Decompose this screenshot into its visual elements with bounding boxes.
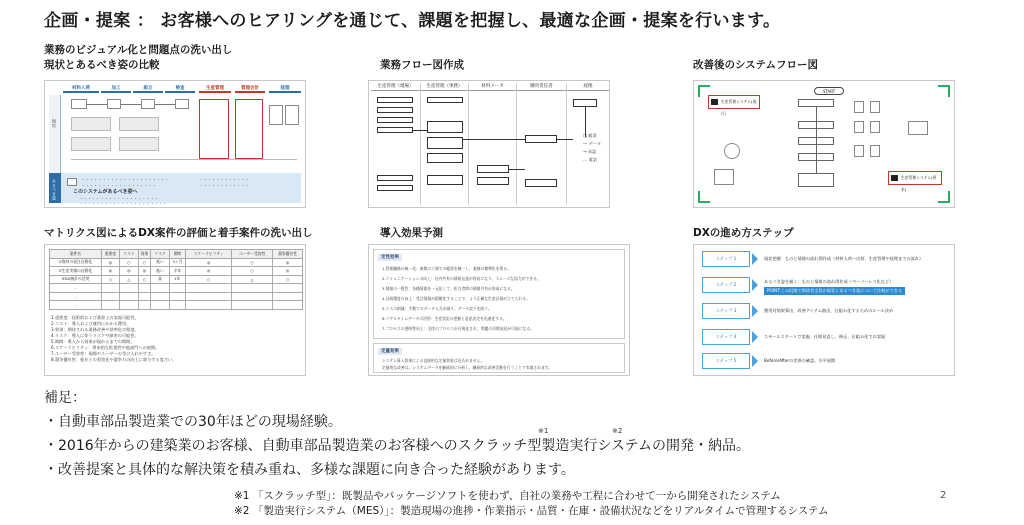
table-cell: ○ xyxy=(120,258,138,267)
panel-caption-1 xyxy=(44,43,232,73)
flow-box xyxy=(377,117,413,123)
table-row xyxy=(50,258,303,267)
table-cell: ○ xyxy=(138,258,151,267)
table-cell: ①資材の発注自動化 xyxy=(50,258,102,267)
header-cell: 材料入荷 xyxy=(63,85,99,93)
quantitative-box xyxy=(373,343,625,373)
table-cell: ◎ xyxy=(273,258,303,267)
header-cell: 組立 xyxy=(133,85,163,93)
step-5-text: Before/Afterの差異の確認、水平展開 xyxy=(764,358,836,363)
pc-icon xyxy=(67,178,77,186)
header-cell: 加工 xyxy=(101,85,131,93)
flow-line xyxy=(509,169,525,170)
header-cell: 検査 xyxy=(165,85,195,93)
table-header: リスク xyxy=(151,250,169,259)
flow-box xyxy=(525,135,557,143)
flow-icon xyxy=(175,99,189,109)
table-header: 重要度 xyxy=(101,250,119,259)
flow-line xyxy=(463,139,525,140)
note-line: ・2016年からの建築業のお客様、自動車部品製造業のお客様へのスクラッチ型製造実行システムの開発・納品。 xyxy=(44,438,750,454)
pc-icon xyxy=(711,99,718,105)
header-cell: 管理会計 xyxy=(235,85,265,93)
table-header: 効果 xyxy=(138,250,151,259)
effect-line: 3.情報の一覧性：各種情報を一元化して、担当者間の情報共有が容易になる。 xyxy=(382,286,515,291)
table-cell: ②生産実績の自動化 xyxy=(50,267,102,276)
swimlane xyxy=(469,83,517,205)
table-cell: 低い xyxy=(151,267,169,276)
table-row xyxy=(50,267,303,276)
flow-line xyxy=(155,104,175,105)
pc-icon xyxy=(891,175,898,181)
legend-item: ― データ xyxy=(583,141,602,146)
table-cell: ◎ xyxy=(120,267,138,276)
effect-line: 6.リアルタイムデータの活用：生産状況の把握と意思決定を迅速化する。 xyxy=(382,316,507,321)
note-box xyxy=(119,137,159,151)
box-label: 生産管理システム(将来) xyxy=(901,175,937,192)
thumb-dx-steps xyxy=(693,244,955,376)
evaluation-matrix xyxy=(49,249,303,310)
effect-line: システム導入効果による直接的な定量効果は見込めません。 xyxy=(382,358,485,363)
table-header: 期間 xyxy=(169,250,185,259)
arrow-icon xyxy=(752,279,758,291)
db-icon xyxy=(870,101,880,113)
legend-item: … 電話 xyxy=(583,157,597,162)
panel-caption-3: 改善後のシステムフロー図 xyxy=(693,59,818,71)
bullet-line: ・・・・・・・・・・・・・・・・・・・・・ xyxy=(81,177,169,182)
effect-line: 7.プロセスの透明性向上：全体のプロセスが可視化され、問題の早期発見が可能になる。 xyxy=(382,326,534,331)
note-box xyxy=(71,137,111,151)
bullet-line: ・・・・・・・・・・・・・・・・・・ xyxy=(81,183,157,188)
flow-box xyxy=(573,99,597,107)
flow-box xyxy=(377,175,413,181)
footnote-marker-2: ※2 xyxy=(612,427,623,435)
step-5-box: ステップ 5 xyxy=(702,353,750,369)
table-row xyxy=(50,275,303,284)
table-cell: ◎ xyxy=(138,267,151,276)
bullet-line: ・・・・・・・・・・・・・・・・・・・・・ xyxy=(79,201,167,206)
lane-header: 購買責任者 xyxy=(517,83,566,91)
panel-caption-6: DXの進め方ステップ xyxy=(693,227,794,239)
step-4-box: ステップ 4 xyxy=(702,329,750,345)
side-label-as-is xyxy=(49,95,61,173)
to-be-title: このシステムがあるべき姿へ xyxy=(73,189,138,195)
bullet-line: ・・・・・・・・・・・・ xyxy=(199,177,250,182)
flow-icon xyxy=(107,99,121,109)
table-cell: 半年 xyxy=(169,267,185,276)
thumb-as-is-to-be xyxy=(44,80,306,208)
page-number: 2 xyxy=(940,490,947,501)
notes-heading: 補足： xyxy=(44,390,86,406)
quantitative-tag: 定量効果 xyxy=(378,348,402,355)
note-line: 6.スケーラビリティ：将来的な拡張性や他部門への展開。 xyxy=(51,345,160,350)
footnote-2: ※2 「製造実行システム（MES）」：製造現場の進捗・作業指示・品質・在庫・設備状況などをリアルタイムで管理するシステム xyxy=(234,505,829,517)
note-line: 2.コスト：導入および運用にかかる費用。 xyxy=(51,321,131,326)
qualitative-box xyxy=(373,249,625,339)
effect-line: 2.コミュニケーションの向上：社内共有の情報伝達が容易になり、スムーズな協力ができる。 xyxy=(382,276,541,281)
table-cell: ◎ xyxy=(101,267,119,276)
note-box xyxy=(71,117,111,131)
table-cell: 低い xyxy=(151,258,169,267)
matrix-notes xyxy=(51,315,176,363)
flow-line xyxy=(816,107,817,173)
caption-line: 業務のビジュアル化と問題点の洗い出し xyxy=(44,44,233,56)
db-icon xyxy=(870,121,880,133)
flow-line xyxy=(557,139,573,140)
flow-box xyxy=(477,177,509,185)
db-icon xyxy=(854,121,864,133)
problem-box xyxy=(199,99,229,159)
flow-box xyxy=(427,121,463,133)
table-header: コスト xyxy=(120,250,138,259)
effect-line: 定量的な改善は、システムデータを継続的に分析し、継続的な改善活動を行うことで実現されます。 xyxy=(382,365,553,370)
step-4-text: スモールスタートで実施、仕様見直し、修正、仕組み化での実現 xyxy=(764,334,886,339)
note-line: 3.効果：期待される業務改善や効率化の程度。 xyxy=(51,327,139,332)
legend-item: → 承認 xyxy=(583,149,597,154)
table-cell: ◎ xyxy=(186,267,232,276)
robot-icon xyxy=(724,143,740,159)
flow-box xyxy=(798,173,834,187)
table-header: スケーラビリティ xyxy=(186,250,232,259)
frame-corner xyxy=(938,191,950,203)
supplement-notes xyxy=(44,386,750,482)
frame-corner xyxy=(938,85,950,97)
flow-box xyxy=(377,97,413,103)
table-cell: ○ xyxy=(273,275,303,284)
lane-header: 生産管理（事務） xyxy=(421,83,468,91)
db-icon xyxy=(870,145,880,157)
note-line: ・自動車部品製造業での30年ほどの現場経験。 xyxy=(44,414,342,430)
table-cell: 1年 xyxy=(169,275,185,284)
problem-box xyxy=(235,99,263,159)
divider xyxy=(71,159,297,160)
frame-corner xyxy=(698,191,710,203)
flow-icon xyxy=(71,99,87,109)
table-cell: △ xyxy=(232,275,273,284)
lane-header: 経理 xyxy=(567,83,609,91)
caption-line: 現状とあるべき姿の比較 xyxy=(44,59,160,71)
future-system-box xyxy=(888,171,942,192)
footnote-1: ※1 「スクラッチ型」：既製品やパッケージソフトを使わず、自社の業務や工程に合わせて一から開発されたシステム xyxy=(234,490,781,502)
table-header-row xyxy=(50,250,303,259)
table-cell: ○ xyxy=(101,275,119,284)
table-header: 案件名 xyxy=(50,250,102,259)
arrow-icon xyxy=(752,305,758,317)
table-row: - xyxy=(50,292,303,301)
header-cell: 経理 xyxy=(269,85,301,93)
note-line: 8.競争優位性：他社との差別化や競争力の向上に寄与する度合い。 xyxy=(51,357,177,362)
as-is-area xyxy=(49,85,301,173)
flow-line xyxy=(87,104,107,105)
table-cell: ◎ xyxy=(101,258,119,267)
table-cell: ○ xyxy=(186,275,232,284)
arrow-icon xyxy=(752,253,758,265)
panel-caption-4: マトリクス図によるDX案件の評価と着手案件の洗い出し xyxy=(44,227,313,239)
flow-box xyxy=(477,165,509,173)
table-row: - xyxy=(50,284,303,293)
thumb-effect-forecast xyxy=(368,244,630,376)
flow-box xyxy=(427,175,463,185)
qualitative-tag: 定性効果 xyxy=(378,254,402,261)
flow-box xyxy=(798,99,834,107)
effect-line: 5.ミスの削減：手動でのデータ入力が減り、データ誤りを防ぐ。 xyxy=(382,306,492,311)
note-line: 1.重要度：技術的および業界上の実現可能性。 xyxy=(51,315,139,320)
table-cell: △ xyxy=(120,275,138,284)
step-2-box: ステップ 2 xyxy=(702,277,750,293)
bullet-line: ・・・・・・・・・・・・・・・・・・・ xyxy=(79,196,159,201)
bullet-line: ・・・・・・・・・・・・ xyxy=(199,183,250,188)
flow-line xyxy=(413,130,427,131)
table-cell: ◎ xyxy=(273,267,303,276)
flow-box xyxy=(377,107,413,113)
effect-line: 4.計画精度の向上：受注情報が精緻化することで、より正確な生産計画が立てられる。 xyxy=(382,296,530,301)
flow-icon xyxy=(141,99,155,109)
robot-icon xyxy=(908,121,928,135)
robot-icon xyxy=(714,169,734,185)
table-cell: 3ヶ月 xyxy=(169,258,185,267)
table-header: 競争優位性 xyxy=(273,250,303,259)
footnote-marker-1: ※1 xyxy=(538,427,549,435)
thumb-system-flow xyxy=(693,80,955,208)
note-line: ・改善提案と具体的な解決策を積み重ね、多様な課題に向き合った経験があります。 xyxy=(44,462,575,478)
note-line: 7.ユーザー受容性：現場やユーザーの受け入れやすさ。 xyxy=(51,351,156,356)
page-title: 企画・提案 ： お客様へのヒアリングを通じて、課題を把握し、最適な企画・提案を行います。 xyxy=(44,11,781,31)
table-cell: ③DX統計の活用 xyxy=(50,275,102,284)
side-label-text: あるべき姿 xyxy=(52,179,57,200)
thumb-business-flow xyxy=(368,80,610,208)
step-1-text: 現状把握：ものと情報の流れ図作成（材料入荷～出荷、生産管理や経理までの流れ） xyxy=(764,256,924,261)
flow-line xyxy=(121,104,141,105)
flow-box xyxy=(427,137,463,149)
step-1-box: ステップ 1 xyxy=(702,251,750,267)
lane-header: 材料メーカ xyxy=(469,83,516,91)
table-row: - xyxy=(50,301,303,310)
panel-caption-2: 業務フロー図作成 xyxy=(380,59,464,71)
flow-box xyxy=(427,153,463,163)
step-2-text: あるべき姿を描く：ものと情報の流れ図作成（ペーパーレス化など） xyxy=(764,279,894,284)
header-cell: 生産管理 xyxy=(199,85,231,93)
effect-line: 1.管理職務の統一化：複数の工場での帳票を統一し、業務の標準化を図る。 xyxy=(382,266,511,271)
thumb-matrix xyxy=(44,244,306,376)
arrow-icon xyxy=(752,355,758,367)
arrow-icon xyxy=(752,331,758,343)
panel-caption-5: 導入効果予測 xyxy=(380,227,443,239)
side-label-text: 現状 xyxy=(52,119,57,128)
flow-box xyxy=(427,97,463,103)
table-cell: 高 xyxy=(151,275,169,284)
db-icon xyxy=(854,101,864,113)
start-node: START xyxy=(814,87,844,95)
step-2-point: POINT:この段階で関係者全員が現状とあるべき姿について比較ができる xyxy=(764,287,905,295)
step-3-box: ステップ 3 xyxy=(702,303,750,319)
doc-icon xyxy=(285,105,299,125)
db-icon xyxy=(854,145,864,157)
table-cell: ◎ xyxy=(186,258,232,267)
table-cell: ○ xyxy=(232,258,273,267)
flow-box xyxy=(525,179,557,187)
note-box xyxy=(119,117,159,131)
current-system-box xyxy=(708,95,760,116)
to-be-area xyxy=(49,173,301,206)
step-arrows xyxy=(752,251,760,371)
legend-item: □ 帳票 xyxy=(583,133,597,138)
side-label-to-be xyxy=(49,173,61,203)
table-header: ユーザー受容性 xyxy=(232,250,273,259)
note-line: 4.リスク：導入に伴うリスクや障害の可能性。 xyxy=(51,333,139,338)
flow-box xyxy=(377,185,413,191)
doc-icon xyxy=(269,105,283,125)
table-cell: ○ xyxy=(138,275,151,284)
lane-header: 生産管理（現場） xyxy=(371,83,420,91)
step-3-text: 費用対効果算出、改善アイテム抽出、仕組み化するためのルール決め xyxy=(764,308,894,313)
flow-box xyxy=(377,127,413,133)
note-line: 5.期間：導入から効果が現れるまでの期間。 xyxy=(51,339,135,344)
box-label: 生産管理システム(現行) xyxy=(721,99,757,116)
table-cell: ○ xyxy=(232,267,273,276)
